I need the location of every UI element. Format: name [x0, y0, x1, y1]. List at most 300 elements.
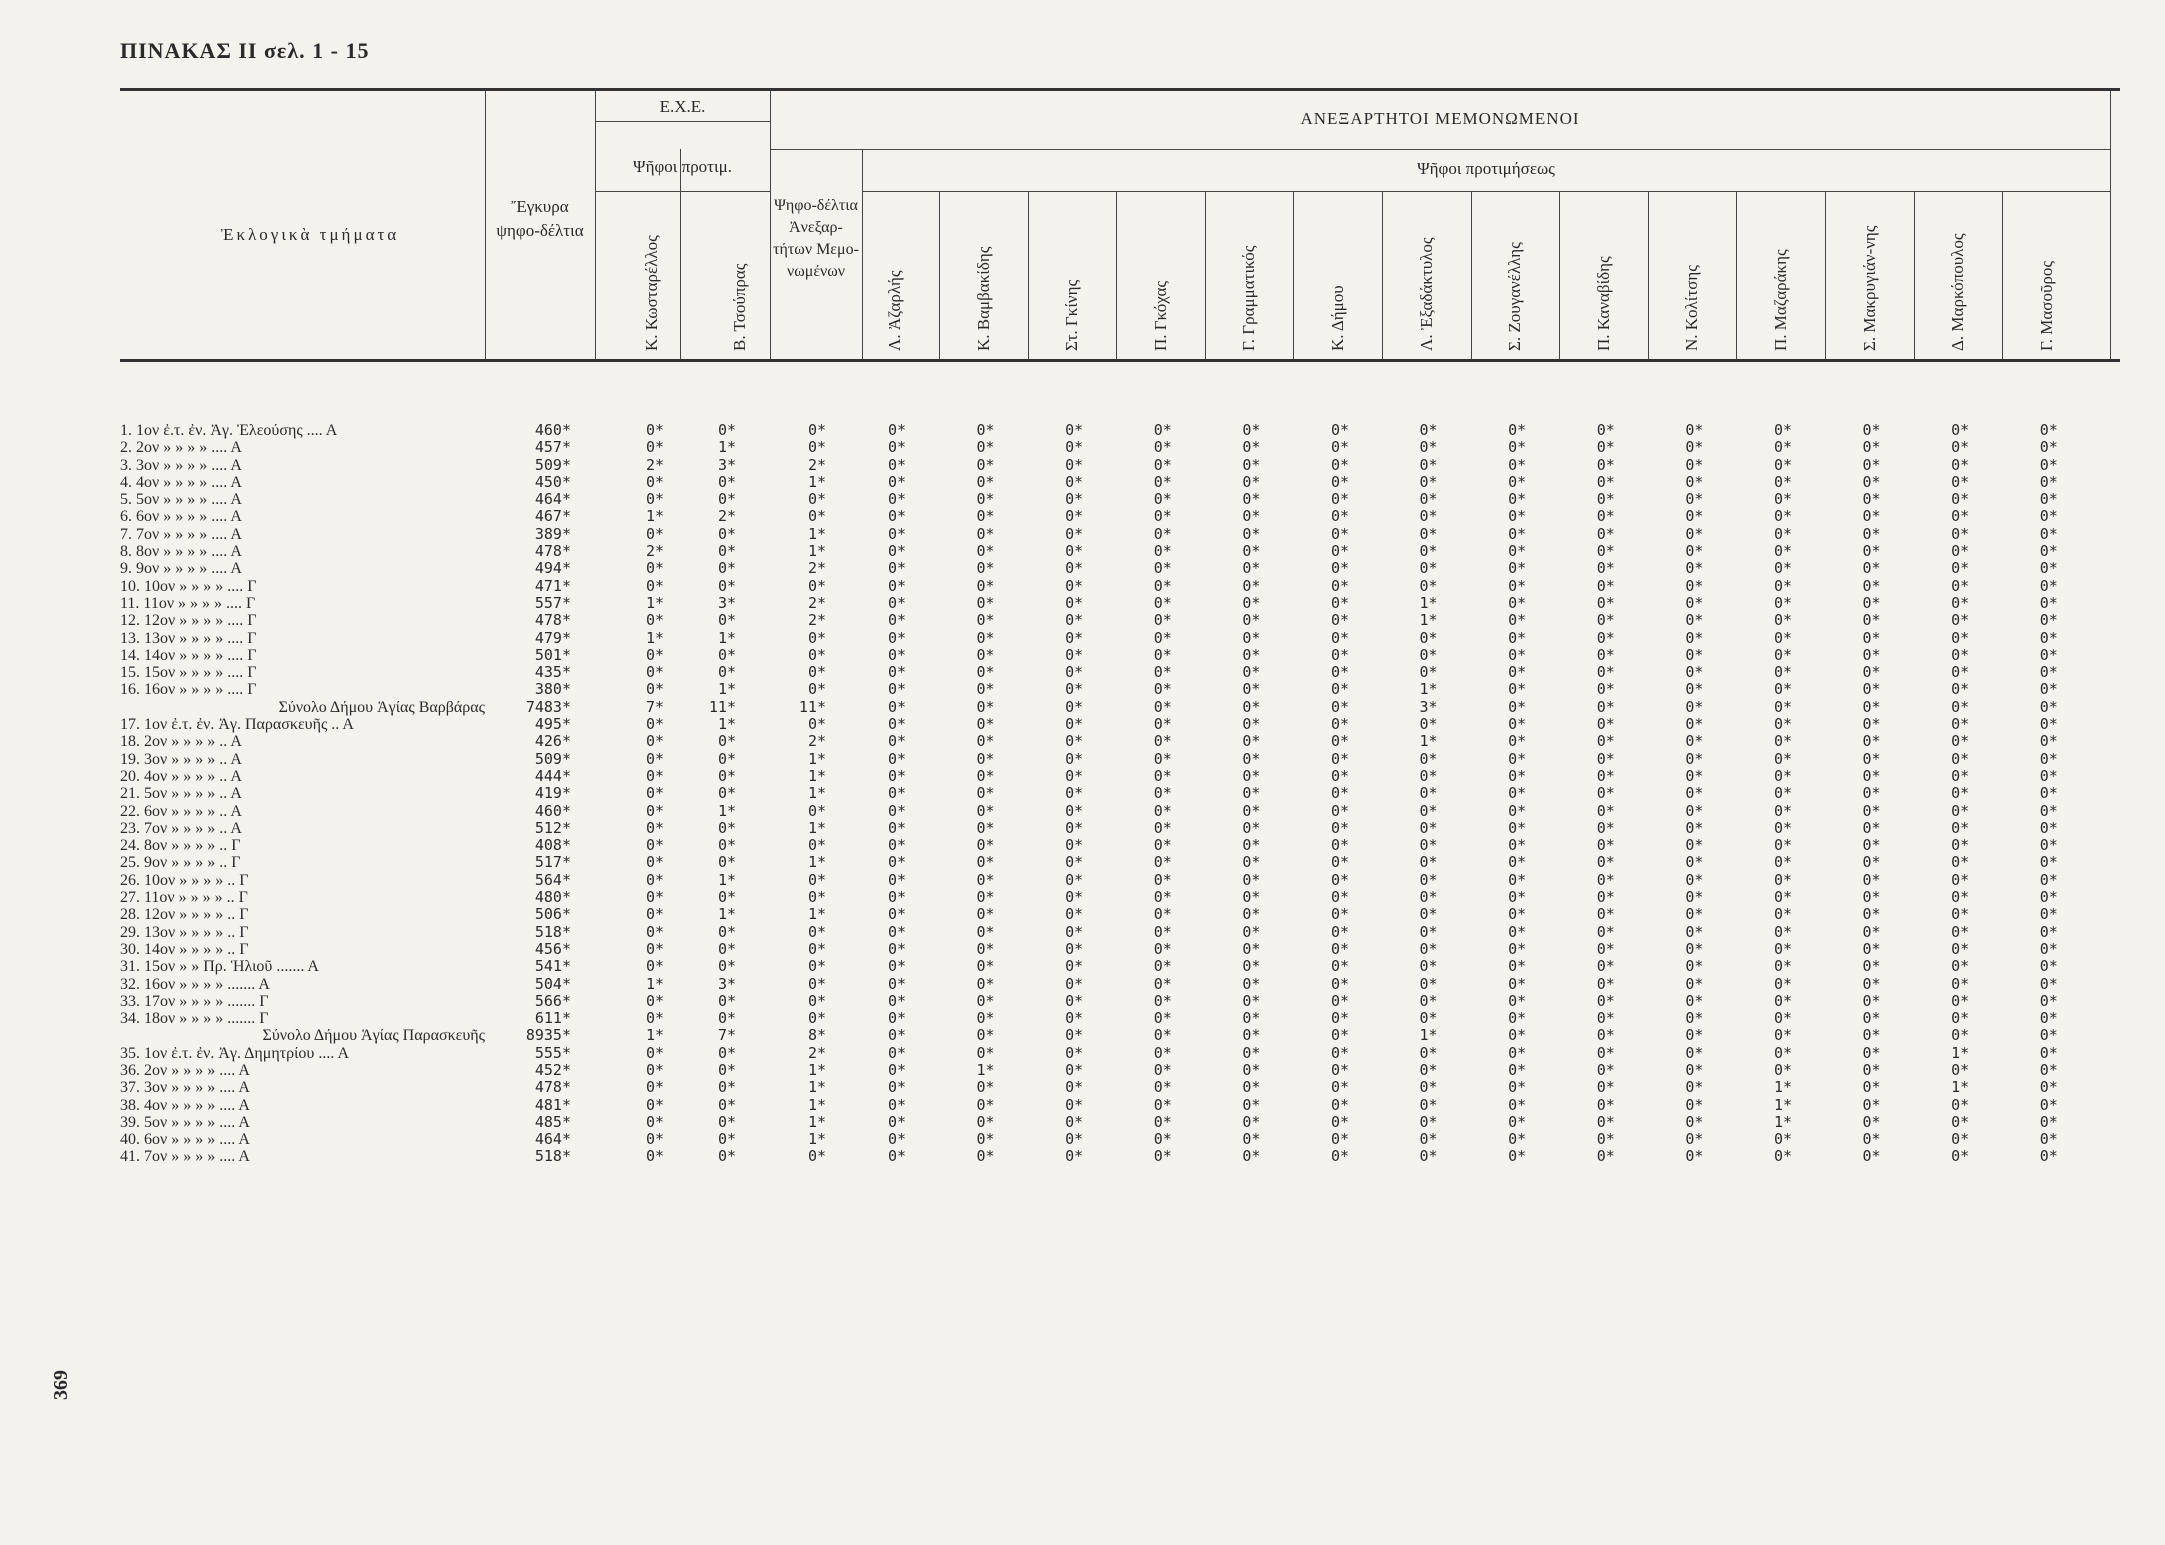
row-label: 39. 5ον » » » » .... Α: [120, 1113, 250, 1131]
table-cell: 0*: [807, 801, 826, 820]
table-row: [120, 578, 2120, 595]
table-cell: 0*: [1242, 784, 1261, 803]
table-row: [120, 422, 2120, 439]
table-cell: 0*: [1419, 1078, 1438, 1097]
table-cell: 0*: [1419, 888, 1438, 907]
table-cell: 0*: [2039, 732, 2058, 751]
table-cell: 0*: [1596, 922, 1615, 941]
table-cell: 0*: [1153, 559, 1172, 578]
indep-ballots-header: Ψηφο-δέλτια Ἀνεξαρ-τήτων Μεμο-νωμένων: [773, 197, 859, 280]
table-cell: 0*: [1862, 542, 1881, 561]
table-cell: 1*: [1419, 593, 1438, 612]
table-cell: 0*: [1153, 611, 1172, 630]
table-cell: 0*: [717, 611, 736, 630]
table-cell: 0*: [1685, 1130, 1704, 1149]
table-cell: 0*: [807, 490, 826, 509]
table-cell: 1*: [807, 1060, 826, 1079]
table-cell: 0*: [1773, 1043, 1792, 1062]
table-cell: 1*: [717, 680, 736, 699]
table-cell: 0*: [1065, 1078, 1084, 1097]
table-cell: 0*: [1951, 957, 1970, 976]
table-cell: 0*: [976, 645, 995, 664]
table-cell: 0*: [1330, 1009, 1349, 1028]
table-cell: 0*: [1153, 715, 1172, 734]
table-row: [120, 612, 2120, 629]
table-cell: 0*: [1685, 542, 1704, 561]
table-cell: 0*: [1862, 922, 1881, 941]
table-cell: 0*: [976, 524, 995, 543]
table-cell: 0*: [1153, 905, 1172, 924]
table-cell: 478*: [534, 611, 571, 630]
table-cell: 0*: [1508, 421, 1527, 439]
table-cell: 0*: [807, 507, 826, 526]
table-cell: 452*: [534, 1060, 571, 1079]
table-cell: 0*: [1862, 715, 1881, 734]
table-cell: 0*: [1773, 801, 1792, 820]
table-cell: 1*: [1773, 1112, 1792, 1131]
table-cell: 1*: [807, 472, 826, 491]
table-cell: 0*: [1242, 974, 1261, 993]
table-cell: 0*: [887, 1009, 906, 1028]
table-cell: 0*: [2039, 939, 2058, 958]
table-cell: 509*: [534, 455, 571, 474]
table-cell: 0*: [645, 905, 664, 924]
table-cell: 0*: [1951, 853, 1970, 872]
table-cell: 0*: [807, 645, 826, 664]
table-cell: 0*: [1685, 853, 1704, 872]
table-cell: 11*: [708, 697, 736, 716]
table-cell: 0*: [645, 438, 664, 457]
table-cell: 0*: [1508, 1009, 1527, 1028]
table-cell: 0*: [2039, 438, 2058, 457]
table-cell: 1*: [1951, 1043, 1970, 1062]
table-cell: 0*: [1685, 438, 1704, 457]
table-cell: 0*: [1508, 836, 1527, 855]
table-cell: 2*: [807, 593, 826, 612]
table-cell: 0*: [1951, 766, 1970, 785]
table-cell: 0*: [887, 628, 906, 647]
table-cell: 3*: [1419, 697, 1438, 716]
table-cell: 0*: [1153, 870, 1172, 889]
table-cell: 0*: [1065, 490, 1084, 509]
table-cell: 0*: [1862, 645, 1881, 664]
table-cell: 0*: [1862, 628, 1881, 647]
indep-candidate-header: Κ. Δήμου: [1328, 285, 1347, 351]
table-cell: 460*: [534, 421, 571, 439]
table-cell: 0*: [1951, 507, 1970, 526]
table-cell: 0*: [976, 576, 995, 595]
indep-candidate-header: Π. Καναβίδης: [1593, 256, 1613, 351]
table-cell: 0*: [1419, 524, 1438, 543]
table-cell: 0*: [1065, 853, 1084, 872]
table-cell: 0*: [2039, 870, 2058, 889]
table-cell: 0*: [1596, 490, 1615, 509]
table-cell: 2*: [645, 542, 664, 561]
table-cell: 0*: [1951, 611, 1970, 630]
row-label: 34. 18ον » » » » ....... Γ: [120, 1010, 269, 1028]
table-cell: 2*: [807, 455, 826, 474]
table-cell: 0*: [1508, 991, 1527, 1010]
table-cell: 7*: [717, 1026, 736, 1045]
table-cell: 0*: [976, 991, 995, 1010]
table-cell: 0*: [1330, 905, 1349, 924]
table-cell: 0*: [1596, 1060, 1615, 1079]
table-cell: 0*: [1508, 853, 1527, 872]
table-cell: 0*: [807, 888, 826, 907]
table-row: [120, 993, 2120, 1010]
table-cell: 0*: [807, 680, 826, 699]
indep-candidate-header: Π. Γκόχας: [1150, 280, 1170, 351]
table-row: [120, 941, 2120, 958]
table-cell: 0*: [1153, 922, 1172, 941]
table-cell: 0*: [1596, 455, 1615, 474]
table-cell: 0*: [1242, 922, 1261, 941]
table-cell: 0*: [1065, 836, 1084, 855]
table-cell: 0*: [1242, 991, 1261, 1010]
table-cell: 0*: [1419, 836, 1438, 855]
exe-candidate-header: Κ. Κωσταρέλλος: [642, 235, 661, 351]
table-cell: 0*: [976, 680, 995, 699]
table-row: [120, 958, 2120, 975]
table-cell: 0*: [1508, 472, 1527, 491]
table-cell: 0*: [1685, 715, 1704, 734]
table-cell: 0*: [1773, 438, 1792, 457]
table-cell: 0*: [1596, 611, 1615, 630]
table-cell: 0*: [1773, 836, 1792, 855]
table-cell: 0*: [1951, 922, 1970, 941]
table-cell: 0*: [976, 1130, 995, 1149]
table-cell: 0*: [1153, 524, 1172, 543]
table-cell: 0*: [1153, 836, 1172, 855]
table-cell: 0*: [1330, 715, 1349, 734]
table-cell: 1*: [645, 628, 664, 647]
table-cell: 0*: [887, 472, 906, 491]
table-cell: 0*: [1419, 645, 1438, 664]
table-cell: 0*: [1330, 663, 1349, 682]
table-cell: 0*: [1153, 853, 1172, 872]
row-label: 20. 4ον » » » » .. Α: [120, 767, 242, 785]
row-label: 14. 14ον » » » » .... Γ: [120, 646, 257, 664]
row-label: 23. 7ον » » » » .. Α: [120, 819, 242, 837]
table-cell: 0*: [1065, 801, 1084, 820]
table-cell: 0*: [1065, 888, 1084, 907]
table-cell: 0*: [2039, 472, 2058, 491]
table-cell: 0*: [1242, 611, 1261, 630]
table-cell: 1*: [1951, 1078, 1970, 1097]
table-cell: 0*: [717, 818, 736, 837]
table-cell: 0*: [1330, 1130, 1349, 1149]
table-cell: 0*: [976, 939, 995, 958]
table-cell: 0*: [1242, 1130, 1261, 1149]
table-cell: 0*: [645, 1009, 664, 1028]
table-cell: 0*: [1242, 593, 1261, 612]
table-cell: 0*: [1773, 870, 1792, 889]
table-cell: 0*: [1596, 732, 1615, 751]
table-cell: 0*: [976, 922, 995, 941]
table-cell: 0*: [1242, 542, 1261, 561]
table-cell: 464*: [534, 490, 571, 509]
table-cell: 0*: [1862, 421, 1881, 439]
table-cell: 0*: [2039, 611, 2058, 630]
table-cell: 0*: [1685, 645, 1704, 664]
table-row: [120, 751, 2120, 768]
table-cell: 0*: [1596, 888, 1615, 907]
table-cell: 0*: [1773, 957, 1792, 976]
table-cell: 1*: [1773, 1078, 1792, 1097]
table-cell: 0*: [1242, 1026, 1261, 1045]
table-cell: 0*: [645, 645, 664, 664]
table-cell: 0*: [1596, 1078, 1615, 1097]
table-cell: 0*: [1065, 542, 1084, 561]
table-cell: 0*: [887, 732, 906, 751]
table-cell: 0*: [1242, 1078, 1261, 1097]
table-cell: 0*: [645, 421, 664, 439]
table-cell: 0*: [1773, 991, 1792, 1010]
table-cell: 0*: [887, 1043, 906, 1062]
table-cell: 0*: [1862, 974, 1881, 993]
table-cell: 0*: [1951, 870, 1970, 889]
table-cell: 0*: [1330, 957, 1349, 976]
row-label: 28. 12ον » » » » .. Γ: [120, 906, 249, 924]
table-cell: 0*: [976, 490, 995, 509]
table-cell: 0*: [1862, 663, 1881, 682]
indep-candidate-header: Π. Μαζαράκης: [1771, 249, 1790, 351]
table-cell: 0*: [1242, 490, 1261, 509]
table-cell: 0*: [887, 749, 906, 768]
table-header: [120, 88, 2120, 362]
table-cell: 0*: [1419, 939, 1438, 958]
table-cell: 0*: [1508, 1147, 1527, 1166]
table-cell: 0*: [1773, 559, 1792, 578]
table-cell: 0*: [1242, 957, 1261, 976]
row-label: 38. 4ον » » » » .... Α: [120, 1096, 250, 1114]
table-cell: 8*: [807, 1026, 826, 1045]
table-cell: 0*: [887, 888, 906, 907]
table-cell: 0*: [645, 766, 664, 785]
table-cell: 0*: [717, 1147, 736, 1166]
table-cell: 0*: [1153, 1095, 1172, 1114]
table-row: [120, 768, 2120, 785]
table-cell: 0*: [1685, 888, 1704, 907]
table-cell: 0*: [1685, 507, 1704, 526]
table-row: [120, 439, 2120, 456]
table-cell: 0*: [1862, 576, 1881, 595]
table-cell: 0*: [807, 421, 826, 439]
table-cell: 0*: [1153, 472, 1172, 491]
table-cell: 0*: [1153, 1043, 1172, 1062]
table-cell: 0*: [1065, 1060, 1084, 1079]
table-cell: 0*: [1685, 991, 1704, 1010]
subtotal-row: [120, 699, 2120, 716]
table-cell: 0*: [1508, 801, 1527, 820]
table-cell: 0*: [1508, 749, 1527, 768]
table-cell: 0*: [1508, 870, 1527, 889]
row-label: 21. 5ον » » » » .. Α: [120, 785, 242, 803]
table-cell: 0*: [1951, 1026, 1970, 1045]
table-cell: 0*: [976, 1009, 995, 1028]
table-row: [120, 681, 2120, 698]
table-cell: 0*: [1685, 801, 1704, 820]
table-cell: 3*: [717, 593, 736, 612]
table-cell: 0*: [1773, 472, 1792, 491]
table-cell: 0*: [1773, 593, 1792, 612]
table-cell: 0*: [1065, 559, 1084, 578]
table-cell: 0*: [1242, 905, 1261, 924]
table-row: [120, 1010, 2120, 1027]
table-cell: 0*: [1596, 836, 1615, 855]
table-cell: 1*: [807, 818, 826, 837]
table-row: [120, 647, 2120, 664]
table-cell: 1*: [645, 974, 664, 993]
table-cell: 0*: [1419, 663, 1438, 682]
table-cell: 0*: [1419, 628, 1438, 647]
table-cell: 0*: [1065, 1043, 1084, 1062]
table-cell: 566*: [534, 991, 571, 1010]
table-row: [120, 906, 2120, 923]
table-cell: 8935*: [525, 1026, 571, 1045]
table-cell: 0*: [1242, 1095, 1261, 1114]
indep-candidate-header: Δ. Μαρκόπουλος: [1948, 233, 1968, 351]
table-cell: 0*: [1508, 1078, 1527, 1097]
table-cell: 0*: [1596, 542, 1615, 561]
table-cell: 0*: [717, 663, 736, 682]
table-cell: 0*: [1065, 1026, 1084, 1045]
row-label: 29. 13ον » » » » .. Γ: [120, 923, 249, 941]
table-cell: 0*: [887, 870, 906, 889]
table-cell: 389*: [534, 524, 571, 543]
indep-candidate-header: Ν. Κολίτσης: [1682, 265, 1702, 351]
table-cell: 0*: [1685, 593, 1704, 612]
table-cell: 0*: [976, 957, 995, 976]
table-cell: 1*: [717, 628, 736, 647]
table-cell: 2*: [807, 611, 826, 630]
table-cell: 0*: [1862, 853, 1881, 872]
table-cell: 0*: [1773, 1060, 1792, 1079]
table-cell: 0*: [976, 472, 995, 491]
table-cell: 1*: [717, 870, 736, 889]
exe-candidate-header: Β. Τσούπρας: [730, 263, 749, 351]
table-cell: 1*: [1419, 680, 1438, 699]
table-cell: 0*: [1685, 1043, 1704, 1062]
table-cell: 494*: [534, 559, 571, 578]
table-cell: 0*: [1862, 991, 1881, 1010]
table-cell: 0*: [887, 784, 906, 803]
table-cell: 0*: [1065, 957, 1084, 976]
table-cell: 0*: [1330, 853, 1349, 872]
table-cell: 0*: [1685, 472, 1704, 491]
table-row: [120, 924, 2120, 941]
table-cell: 0*: [1153, 542, 1172, 561]
table-cell: 0*: [645, 1060, 664, 1079]
row-label: 16. 16ον » » » » .... Γ: [120, 681, 257, 699]
table-cell: 0*: [645, 801, 664, 820]
table-cell: 0*: [1419, 438, 1438, 457]
table-cell: 0*: [1153, 628, 1172, 647]
table-cell: 0*: [2039, 1130, 2058, 1149]
table-cell: 0*: [807, 715, 826, 734]
table-cell: 481*: [534, 1095, 571, 1114]
table-cell: 0*: [1951, 576, 1970, 595]
indep-candidate-header: Σ. Μακρυγιάν-νης: [1859, 225, 1879, 351]
table-cell: 0*: [1862, 1112, 1881, 1131]
table-cell: 0*: [1242, 507, 1261, 526]
table-cell: 0*: [1596, 905, 1615, 924]
table-cell: 0*: [1862, 697, 1881, 716]
table-cell: 0*: [1773, 1009, 1792, 1028]
table-cell: 0*: [1242, 524, 1261, 543]
table-cell: 0*: [645, 870, 664, 889]
table-cell: 0*: [1862, 784, 1881, 803]
table-cell: 0*: [1242, 472, 1261, 491]
table-cell: 0*: [1596, 1112, 1615, 1131]
table-cell: 0*: [1330, 438, 1349, 457]
table-cell: 0*: [2039, 749, 2058, 768]
table-cell: 0*: [717, 542, 736, 561]
table-cell: 0*: [1773, 645, 1792, 664]
table-cell: 0*: [1065, 784, 1084, 803]
table-cell: 0*: [1596, 991, 1615, 1010]
row-label: 18. 2ον » » » » .. Α: [120, 733, 242, 751]
table-row: [120, 664, 2120, 681]
table-cell: 0*: [645, 1078, 664, 1097]
table-cell: 0*: [1242, 680, 1261, 699]
table-cell: 0*: [1065, 1147, 1084, 1166]
table-cell: 0*: [1242, 559, 1261, 578]
table-cell: 0*: [2039, 542, 2058, 561]
table-cell: 0*: [645, 818, 664, 837]
table-cell: 0*: [807, 922, 826, 941]
table-cell: 0*: [1242, 1009, 1261, 1028]
table-cell: 1*: [807, 766, 826, 785]
table-cell: 0*: [1419, 1095, 1438, 1114]
table-cell: 0*: [1065, 715, 1084, 734]
table-cell: 0*: [1065, 438, 1084, 457]
table-cell: 0*: [976, 542, 995, 561]
table-cell: 0*: [1596, 870, 1615, 889]
row-label: 5. 5ον » » » » .... Α: [120, 491, 242, 509]
table-cell: 1*: [807, 1130, 826, 1149]
table-cell: 0*: [2039, 784, 2058, 803]
table-cell: 0*: [1773, 421, 1792, 439]
table-cell: 0*: [1862, 888, 1881, 907]
table-cell: 0*: [1773, 922, 1792, 941]
table-cell: 0*: [2039, 507, 2058, 526]
table-cell: 0*: [2039, 421, 2058, 439]
table-cell: 1*: [645, 507, 664, 526]
table-cell: 0*: [1508, 974, 1527, 993]
table-cell: 0*: [1951, 663, 1970, 682]
table-cell: 0*: [1419, 490, 1438, 509]
table-cell: 0*: [1065, 939, 1084, 958]
table-cell: 0*: [1330, 1147, 1349, 1166]
table-cell: 0*: [1685, 905, 1704, 924]
table-cell: 0*: [1951, 1130, 1970, 1149]
table-cell: 0*: [1951, 1112, 1970, 1131]
table-cell: 0*: [2039, 593, 2058, 612]
table-cell: 0*: [1419, 818, 1438, 837]
table-cell: 0*: [1596, 1095, 1615, 1114]
table-cell: 0*: [645, 836, 664, 855]
table-cell: 0*: [887, 559, 906, 578]
table-cell: 0*: [1773, 628, 1792, 647]
table-cell: 479*: [534, 628, 571, 647]
table-cell: 0*: [1153, 1009, 1172, 1028]
table-cell: 0*: [645, 888, 664, 907]
table-cell: 0*: [1065, 576, 1084, 595]
table-cell: 0*: [645, 715, 664, 734]
table-cell: 0*: [1153, 888, 1172, 907]
table-cell: 0*: [976, 853, 995, 872]
